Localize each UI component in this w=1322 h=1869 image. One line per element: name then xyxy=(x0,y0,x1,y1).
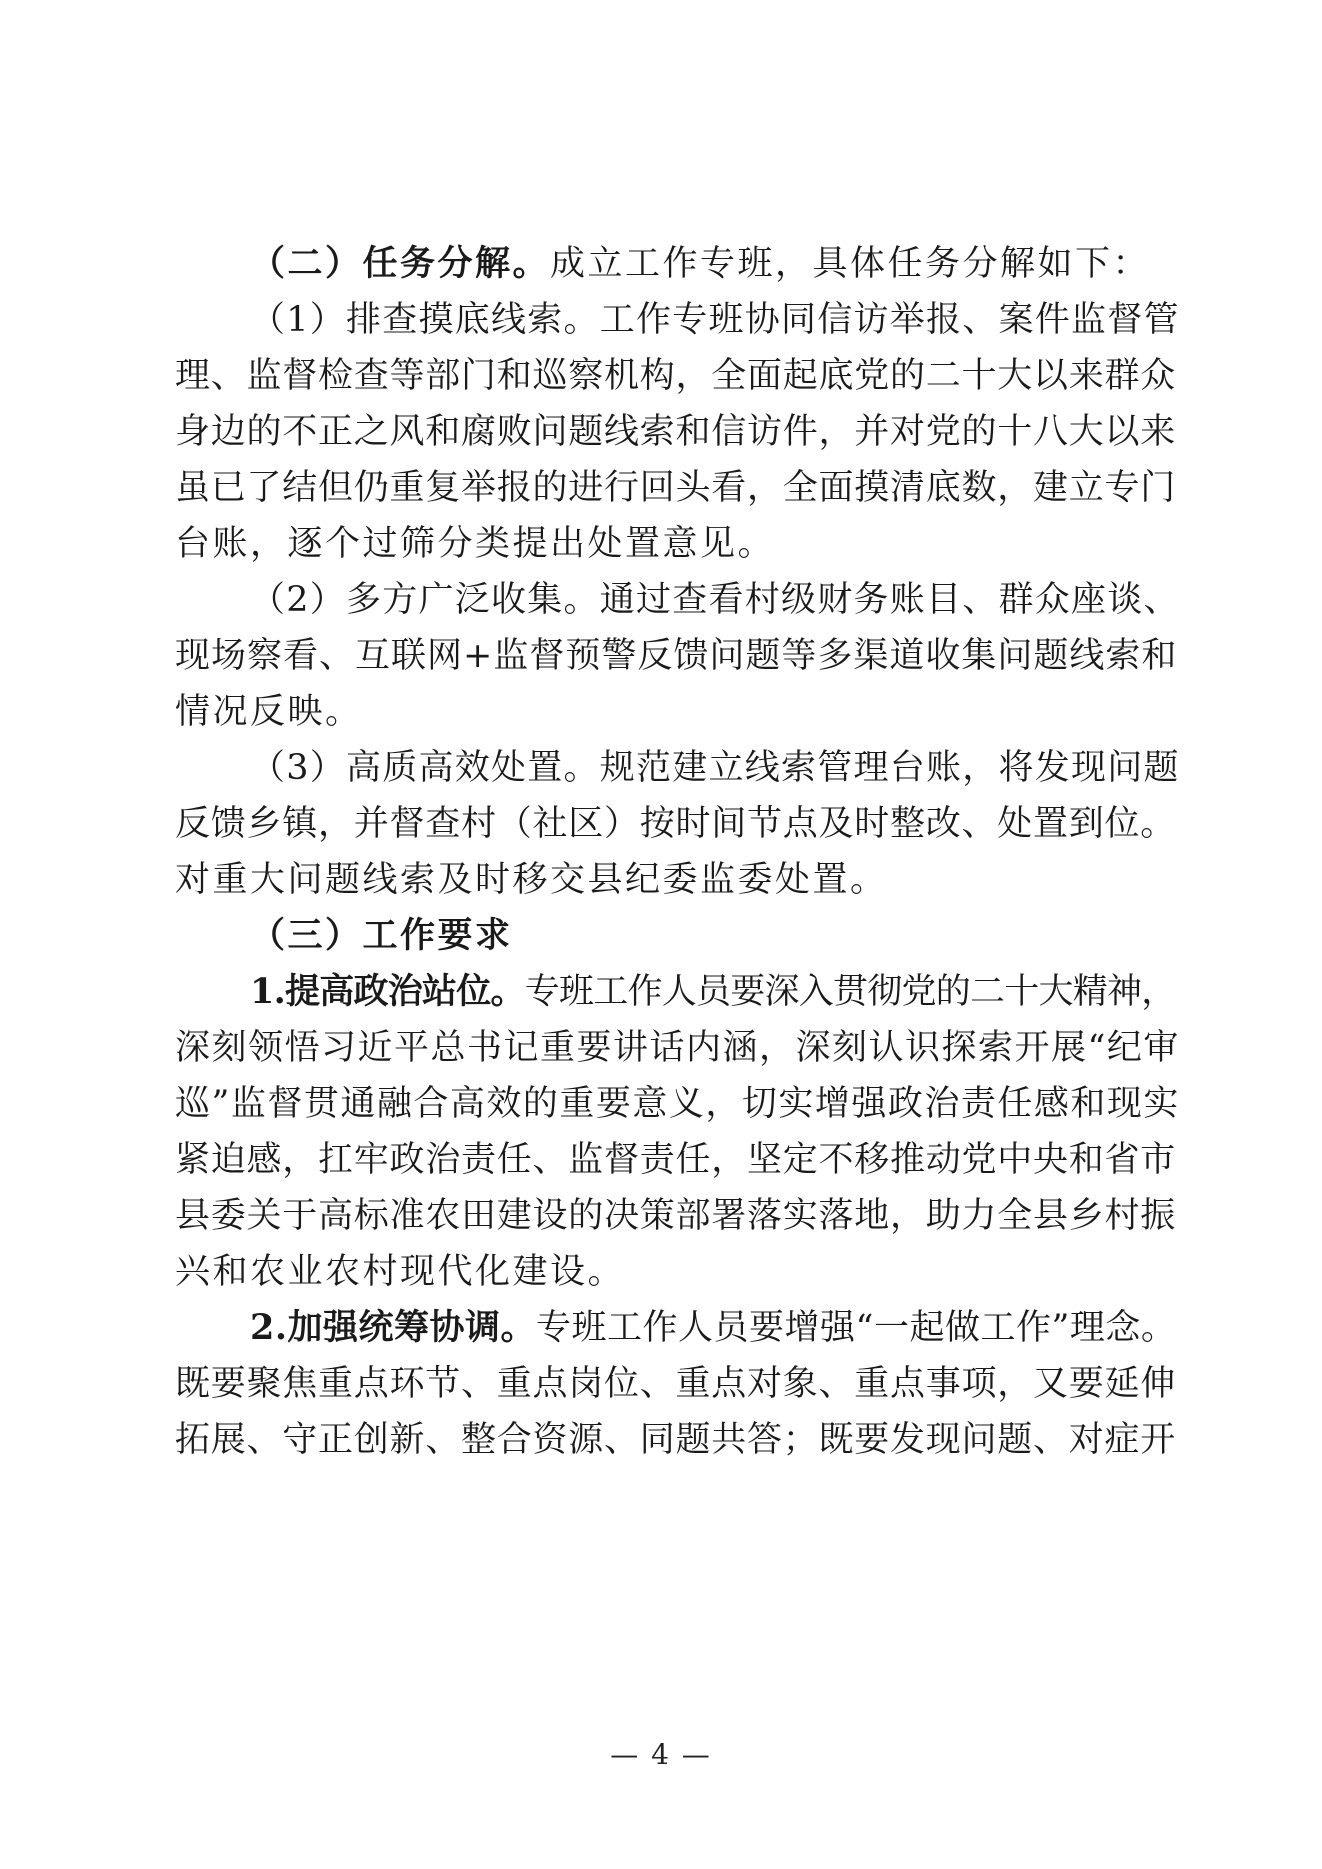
item-3-text: 规范建立线索管理台账，将发现问题 xyxy=(599,748,1180,788)
item-1-heading: （1）排查摸底线索。 xyxy=(250,300,600,340)
req-2-line-3: 拓展、守正创新、整合资源、同题共答；既要发现问题、对症开 xyxy=(175,1420,1177,1460)
section-3-heading: （三）工作要求 xyxy=(250,915,513,956)
item-3-line-2: 反馈乡镇，并督查村（社区）按时间节点及时整改、处置到位。 xyxy=(175,804,1177,844)
req-1-text: 专班工作人员要深入贯彻党的二十大精神， xyxy=(524,972,1176,1012)
item-3-line-1 xyxy=(250,748,1180,788)
req-1-line-5: 县委关于高标准农田建设的决策部署落实落地，助力全县乡村振 xyxy=(175,1196,1177,1236)
item-1-line-3: 身边的不正之风和腐败问题线索和信访件，并对党的十八大以来 xyxy=(175,412,1177,452)
req-2-heading: 2.加强统筹协调。 xyxy=(250,1307,537,1348)
req-2-text: 专班工作人员要增强“一起做工作”理念。 xyxy=(536,1308,1177,1348)
req-1-heading: 1.提高政治站位。 xyxy=(250,971,525,1012)
item-2-heading: （2）多方广泛收集。 xyxy=(250,580,600,620)
section-2-heading: （二）任务分解。 xyxy=(250,243,551,284)
item-2-line-2: 现场察看、互联网+监督预警反馈问题等多渠道收集问题线索和 xyxy=(175,636,1178,676)
item-1-line-1 xyxy=(250,300,1180,340)
section-2-line-1 xyxy=(250,244,1150,284)
req-1-line-3: 巡”监督贯通融合高效的重要意义，切实增强政治责任感和现实 xyxy=(175,1084,1180,1124)
item-1-line-4: 虽已了结但仍重复举报的进行回头看，全面摸清底数，建立专门 xyxy=(175,468,1177,508)
page-number: — 4 — xyxy=(610,1738,712,1771)
section-2-text: 成立工作专班，具体任务分解如下： xyxy=(550,244,1151,284)
item-3-heading: （3）高质高效处置。 xyxy=(250,748,600,788)
req-2-line-1 xyxy=(250,1308,1176,1348)
req-1-line-6: 兴和农业农村现代化建设。 xyxy=(175,1252,626,1292)
item-1-text: 工作专班协同信访举报、案件监督管 xyxy=(599,300,1180,340)
item-2-text: 通过查看村级财务账目、群众座谈、 xyxy=(599,580,1180,620)
item-3-line-3: 对重大问题线索及时移交县纪委监委处置。 xyxy=(175,860,888,900)
item-1-line-2: 理、监督检查等部门和巡察机构，全面起底党的二十大以来群众 xyxy=(175,356,1177,396)
req-1-line-1 xyxy=(250,972,1176,1012)
item-2-line-1 xyxy=(250,580,1180,620)
item-1-line-5: 台账，逐个过筛分类提出处置意见。 xyxy=(175,524,776,564)
req-2-line-2: 既要聚焦重点环节、重点岗位、重点对象、重点事项，又要延伸 xyxy=(175,1364,1177,1404)
item-2-line-3: 情况反映。 xyxy=(175,692,363,732)
req-1-line-4: 紧迫感，扛牢政治责任、监督责任，坚定不移推动党中央和省市 xyxy=(175,1140,1177,1180)
req-1-line-2: 深刻领悟习近平总书记重要讲话内涵，深刻认识探索开展“纪审 xyxy=(175,1028,1180,1068)
